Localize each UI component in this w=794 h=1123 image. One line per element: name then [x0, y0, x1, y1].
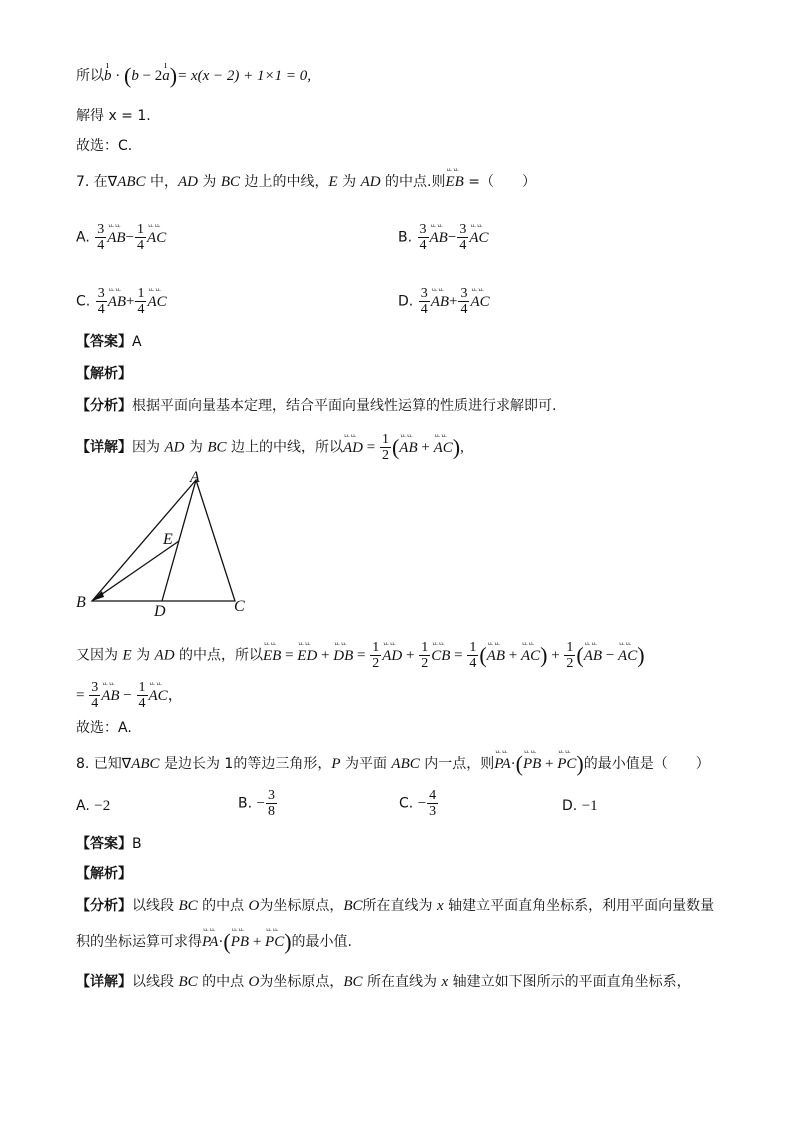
q7-option-d: D. $\frac{3}{4}$ ᄔᄔ AB+ $\frac{3}{4}$ ᄔᄔ AC	[398, 286, 490, 317]
arrow-head-b	[92, 591, 104, 601]
label-b: B	[76, 594, 86, 611]
q7-option-c: C. $\frac{3}{4}$ ᄔᄔ AB+ $\frac{1}{4}$ ᄔᄔ AC	[76, 286, 167, 317]
q7-derivation: 又因为 E 为 AD 的中点，所以ᄔᄔ EB = ᄔᄔ ED + ᄔᄔ DB = $\frac{1}{2}$ ᄔᄔ AD + $\frac{1}{2}$ ᄔᄔ CB = $\frac{1}{4}$ (ᄔᄔ AB + ᄔᄔ AC) + $\frac{1}{2}$ (ᄔᄔ AB − ᄔᄔ AC)	[76, 640, 645, 671]
q8-stem: 8. 已知∇ABC 是边长为 1的等边三角形，P 为平面 ABC 内一点，则ᄔᄔ PA·(ᄔᄔ PB + ᄔᄔ PC)的最小值是（ ）	[76, 754, 710, 774]
label-a: A	[190, 469, 200, 486]
q7-stem: 7. 在∇ABC 中，AD 为 BC 边上的中线，E 为 AD 的中点.则ᄔᄔ EB =（ ）	[76, 172, 536, 192]
label-e: E	[163, 531, 173, 548]
q7-select: 故选：A.	[76, 720, 132, 736]
q8-option-d: D. −1	[562, 798, 598, 814]
q8-option-a: A. −2	[76, 798, 111, 814]
triangle-figure	[70, 466, 260, 616]
q8-analysis-tag: 【解析】	[76, 866, 132, 882]
q8-detail: 【详解】以线段 BC 的中点 O为坐标原点，BC 所在直线为 x 轴建立如下图所示的平面直角坐标系，	[76, 974, 691, 990]
label-c: C	[234, 598, 245, 615]
q7-derivation-result: = $\frac{3}{4}$ ᄔᄔ AB − $\frac{1}{4}$ ᄔᄔ AC，	[76, 680, 183, 711]
q8-fenxi-line-2: 积的坐标运算可求得ᄔᄔ PA·(ᄔᄔ PB + ᄔᄔ PC)的最小值.	[76, 932, 352, 952]
select-line-prev: 故选：C.	[76, 138, 133, 154]
q7-option-a: A. $\frac{3}{4}$ ᄔᄔ AB− $\frac{1}{4}$ ᄔᄔ AC	[76, 222, 166, 253]
q7-answer: 【答案】A	[76, 334, 142, 350]
q8-answer: 【答案】B	[76, 836, 142, 852]
q7-option-b: B. $\frac{3}{4}$ ᄔᄔ AB− $\frac{3}{4}$ ᄔᄔ AC	[398, 222, 488, 253]
solve-line: 解得 x = 1.	[76, 108, 151, 124]
q8-option-b: B. − $\frac{3}{8}$	[238, 788, 275, 819]
q7-fenxi: 【分析】根据平面向量基本定理，结合平面向量线性运算的性质进行求解即可.	[76, 398, 557, 414]
q7-detail: 【详解】因为 AD 为 BC 边上的中线，所以ᄔᄔ AD = $\frac{1}{2}$ (ᄔᄔ AB + ᄔᄔ AC),	[76, 432, 464, 463]
derivation-line-1: 所以ı b · (b − 2ı a)= x(x − 2) + 1×1 = 0,	[76, 66, 311, 86]
q7-analysis-tag: 【解析】	[76, 366, 132, 382]
q8-fenxi-line-1: 【分析】以线段 BC 的中点 O为坐标原点，BC所在直线为 x 轴建立平面直角坐标系，利用平面向量数量	[76, 898, 715, 914]
q8-option-c: C. − $\frac{4}{3}$	[399, 788, 437, 819]
label-d: D	[154, 603, 166, 616]
